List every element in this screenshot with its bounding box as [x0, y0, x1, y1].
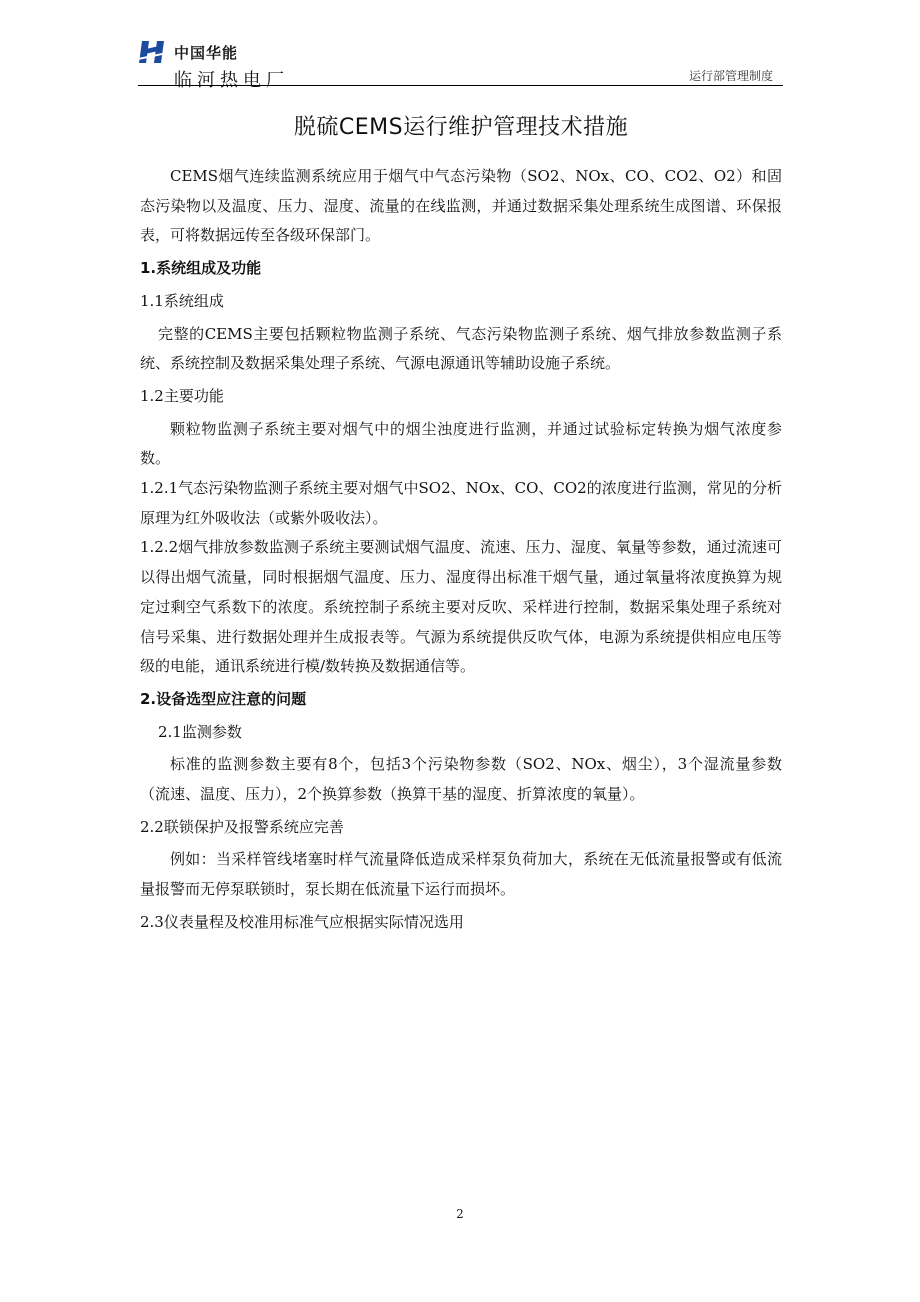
- document-body: [140, 108, 782, 941]
- page-number: 2: [456, 1207, 464, 1221]
- brand-name: 中国华能: [174, 44, 239, 62]
- section-2-2-heading: 2.2联锁保护及报警系统应完善: [140, 817, 344, 836]
- section-2-2-text: 例如：当采样管线堵塞时样气流量降低造成采样泵负荷加大，系统在无低流量报警或有低流量报警而无停泵联锁时，泵长期在低流量下运行而损坏。: [140, 850, 782, 899]
- plant-name: 临河热电厂: [174, 70, 289, 91]
- document-title: 脱硫CEMS运行维护管理技术措施: [293, 115, 629, 140]
- section-2-1-text: 标准的监测参数主要有8个，包括3个污染物参数（SO2、NOx、烟尘），3个湿流量参数（流速、温度、压力），2个换算参数（换算干基的湿度、折算浓度的氧量）。: [140, 755, 782, 804]
- intro-paragraph: CEMS烟气连续监测系统应用于烟气中气态污染物（SO2、NOx、CO、CO2、O2）和固态污染物以及温度、压力、湿度、流量的在线监测，并通过数据采集处理系统生成图谱、环保报表，可将数据远传至各级环保部门。: [140, 167, 782, 245]
- section-1-2-2-text: 1.2.2烟气排放参数监测子系统主要测试烟气温度、流速、压力、湿度、氧量等参数，通过流速可以得出烟气流量，同时根据烟气温度、压力、湿度得出标准干烟气量，通过氧量将浓度换算为规定过剩空气系数下的浓度。系统控制子系统主要对反吹、采样进行控制，数据采集处理子系统对信号采集、进行数据处理并生成报表等。气源为系统提供反吹气体，电源为系统提供相应电压等级的电能，通讯系统进行模/数转换及数据通信等。: [140, 538, 782, 676]
- section-2-heading: 2.设备选型应注意的问题: [140, 689, 307, 708]
- header-divider: [138, 85, 783, 86]
- page-header: [138, 38, 783, 91]
- header-section-label: 运行部管理制度: [688, 69, 773, 83]
- section-1-2-text: 颗粒物监测子系统主要对烟气中的烟尘浊度进行监测，并通过试验标定转换为烟气浓度参数。: [140, 419, 782, 468]
- section-1-heading: 1.系统组成及功能: [140, 259, 262, 278]
- huaneng-logo-icon: [138, 40, 168, 64]
- section-2-3-heading: 2.3仪表量程及校准用标准气应根据实际情况选用: [140, 912, 464, 931]
- section-1-1-text: 完整的CEMS主要包括颗粒物监测子系统、气态污染物监测子系统、烟气排放参数监测子系统、系统控制及数据采集处理子系统、气源电源通讯等辅助设施子系统。: [140, 324, 782, 373]
- section-1-2-heading: 1.2主要功能: [140, 386, 224, 405]
- section-1-2-1-text: 1.2.1气态污染物监测子系统主要对烟气中SO2、NOx、CO、CO2的浓度进行监测，常见的分析原理为红外吸收法（或紫外吸收法）。: [140, 479, 782, 527]
- section-2-1-heading: 2.1监测参数: [158, 722, 242, 741]
- section-1-1-heading: 1.1系统组成: [140, 291, 224, 310]
